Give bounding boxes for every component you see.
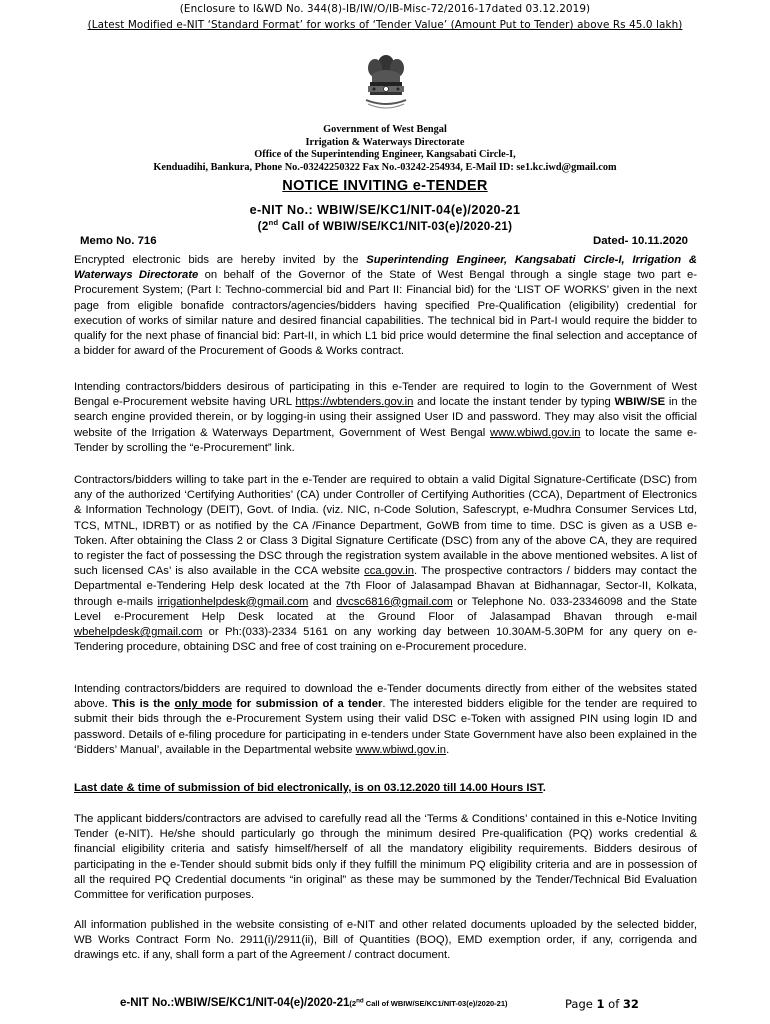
paragraph-terms-advice: The applicant bidders/contractors are advised to carefully read all the ‘Terms & Conditions’ contained in this e-Notice Inviting Tender (e-NIT). He/she should particularly go through the minimum desired Pre-qualification (PQ) works credential & financial eligibility criteria and satisfy himself/herself of all the mandatory eligibility requirements. Bidders desirous of participating in the e-Tender should submit bids only if they fulfill the minimum PQ eligibility criteria and are in possession of all the required PQ Credential documents “in original” as these may be summoned by the Tender/Technical Bid Evaluation Committee for verification purposes. bbox=[74, 813, 697, 902]
office-name: Office of the Superintending Engineer, Kangsabati Circle-I, bbox=[254, 149, 516, 160]
recall-reference: (2nd Call of WBIW/SE/KC1/NIT-03(e)/2020-21) bbox=[257, 218, 513, 233]
irrigation-helpdesk-email[interactable]: irrigationhelpdesk@gmail.com bbox=[157, 595, 309, 608]
format-reference: (Latest Modified e-NIT ‘Standard Format’ for works of ‘Tender Value’ (Amount Put to Tender) above Rs 45.0 lakh) bbox=[87, 19, 683, 31]
dvcsc-email[interactable]: dvcsc6816@gmail.com bbox=[336, 595, 453, 608]
state-emblem-icon bbox=[360, 52, 412, 122]
notice-title: NOTICE INVITING e-TENDER bbox=[282, 178, 488, 194]
paragraph-download-instructions: Intending contractors/bidders are required to download the e-Tender documents directly from either of the websites stated above. This is the only mode for submission of a tender. The interested bidders eligible for the tender are required to submit their bids through the e-Procurement System using their valid DSC e-Token with assigned PIN using login ID and password. Details of e-filing procedure for participating in e-tenders under State Government have also been explained in the ‘Bidders’ Manual’, available in the Departmental website www.wbiwd.gov.in. bbox=[74, 683, 697, 756]
enclosure-reference: (Enclosure to I&WD No. 344(8)-IB/IW/O/IB-Misc-72/2016-17dated 03.12.2019) bbox=[179, 3, 591, 15]
wbiwd-link[interactable]: www.wbiwd.gov.in bbox=[490, 426, 581, 439]
government-name: Government of West Bengal bbox=[323, 124, 447, 135]
wbiwd-manual-link[interactable]: www.wbiwd.gov.in bbox=[355, 743, 447, 756]
page-number: Page 1 of 32 bbox=[565, 997, 639, 1011]
paragraph-invitation: Encrypted electronic bids are hereby invited by the Superintending Engineer, Kangsabati Circle-I, Irrigation & Waterways Directorate on behalf of the Governor of the State of West Bengal through a single stage two part e-Procurement System; (Part I: Techno-commercial bid and Part II: Financial bid) for the ‘LIST OF WORKS’ given in the next page from eligible bonafide contractors/agencies/bidders having specified Pre-Qualification (eligibility) credential for execution of works of similar nature and desired financial capabilities. The technical bid in Part-I would require the bidder to qualify for the next phase of financial bid: Part-II, in which L1 bid price would determine the final selection and acceptance of a bidder for award of the Procurement of Goods & Works contract. bbox=[74, 254, 697, 358]
office-address-block bbox=[0, 124, 770, 174]
enit-number: e-NIT No.: WBIW/SE/KC1/NIT-04(e)/2020-21 bbox=[249, 203, 521, 217]
memo-date: Dated- 10.11.2020 bbox=[593, 235, 688, 247]
paragraph-last-date: Last date & time of submission of bid electronically, is on 03.12.2020 till 14.00 Hours IST. bbox=[74, 782, 546, 794]
contact-details: Kenduadihi, Bankura, Phone No.-03242250322 Fax No.-03242-254934, E-Mail ID: se1.kc.iwd@gmail.com bbox=[153, 161, 617, 173]
memo-number: Memo No. 716 bbox=[80, 235, 157, 247]
paragraph-login-instructions: Intending contractors/bidders desirous of participating in this e-Tender are required to login to the Government of West Bengal e-Procurement website having URL https://wbtenders.gov.in and locate the instant tender by typing WBIW/SE in the search engine provided therein, or by logging-in using their assigned User ID and password. They may also visit the official website of the Irrigation & Waterways Department, Government of West Bengal www.wbiwd.gov.in to locate the same e-Tender by scrolling the “e-Procurement” link. bbox=[74, 381, 697, 454]
paragraph-dsc-requirements: Contractors/bidders willing to take part in the e-Tender are required to obtain a valid Digital Signature-Certificate (DSC) from any of the authorized ‘Certifying Authorities’ (CA) under Controller of Certifying Authorities (CCA), Department of Electronics & Information Technology (DEIT), Govt. of India. (viz. NIC, n-Code Solution, Safescrypt, e-Mudhra Consumer Services Ltd, TCS, MTNL, IDRBT) or as notified by the CA /Finance Department, GoWB from time to time. DSC is given as a USB e-Token. After obtaining the Class 2 or Class 3 Digital Signature Certificate (DSC) from any of the above CA, they are required to register the fact of possessing the DSC through the registration system available in the above mentioned websites. A list of such licensed CAs’ is also available in the CCA website cca.gov.in. The prospective contractors / bidders may contact the Departmental e-Tendering Help desk located at the 7th Floor of Jalasampad Bhavan at Bidhannagar, Sector-II, Kolkata, through e-mails irrigationhelpdesk@gmail.com and dvcsc6816@gmail.com or Telephone No. 033-23346098 and the State Level e-Procurement Help Desk located at the Ground Floor of Jalasampad Bhavan through e-mail wbehelpdesk@gmail.com or Ph:(033)-2334 5161 on any working day between 10.30AM-5.30PM for any query on e-Tendering procedure, obtaining DSC and free of cost training on e-Procurement procedure. bbox=[74, 474, 697, 654]
paragraph-agreement-docs: All information published in the website consisting of e-NIT and other related documents uploaded by the selected bidder, WB Works Contract Form No. 2911(i)/2911(ii), Bill of Quantities (BOQ), EMD exemption order, if any, corrigenda and drawings etc. if any, shall form a part of the Agreement / contract document. bbox=[74, 919, 697, 962]
wbehelpdesk-email[interactable]: wbehelpdesk@gmail.com bbox=[74, 626, 203, 639]
cca-link[interactable]: cca.gov.in bbox=[364, 565, 414, 578]
wbtenders-link[interactable]: https://wbtenders.gov.in bbox=[295, 396, 414, 409]
directorate-name: Irrigation & Waterways Directorate bbox=[305, 136, 465, 148]
footer-enit-reference: e-NIT No.:WBIW/SE/KC1/NIT-04(e)/2020-21(2nd Call of WBIW/SE/KC1/NIT-03(e)/2020-21) bbox=[120, 997, 508, 1009]
